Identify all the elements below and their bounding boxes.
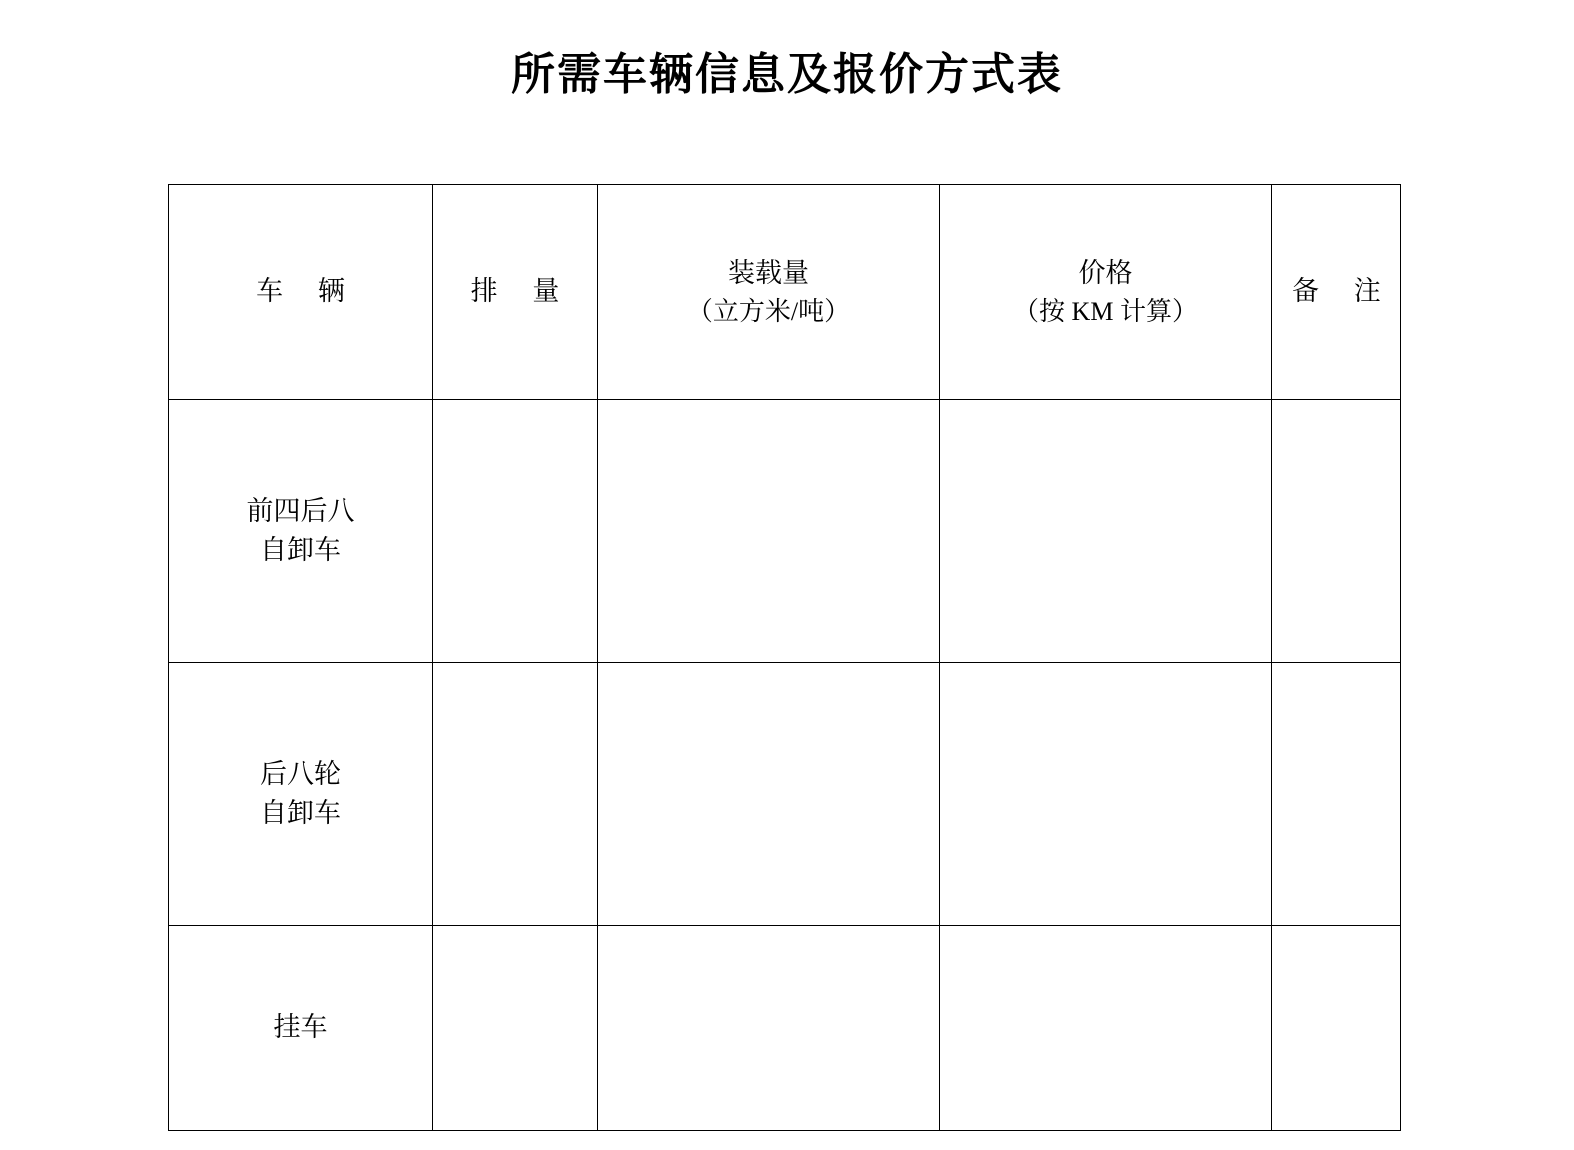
cell-vehicle-1 [169, 400, 433, 663]
cell-vehicle-3-line1: 挂车 [273, 1012, 328, 1043]
page-title: 所需车辆信息及报价方式表 [511, 50, 1063, 99]
column-header-displacement-label: 排 量 [470, 276, 574, 307]
table-row [169, 400, 1401, 663]
cell-capacity-1[interactable] [598, 400, 940, 663]
cell-capacity-2[interactable] [598, 663, 940, 926]
column-header-price [940, 185, 1272, 400]
cell-vehicle-1-line2: 自卸车 [260, 535, 341, 565]
vehicle-info-table-wrapper [168, 184, 1400, 1131]
cell-vehicle-2 [169, 663, 433, 926]
column-header-capacity-label: 装载量 [728, 257, 809, 288]
cell-vehicle-3 [169, 926, 433, 1131]
cell-price-2[interactable] [940, 663, 1272, 926]
cell-remark-2[interactable] [1272, 663, 1401, 926]
vehicle-info-table [168, 184, 1401, 1131]
cell-price-3[interactable] [940, 926, 1272, 1131]
table-header-row [169, 185, 1401, 400]
column-header-price-unit: （按 KM 计算） [1013, 296, 1198, 326]
column-header-remark-label: 备 注 [1292, 276, 1395, 307]
cell-vehicle-1-line1: 前四后八 [246, 495, 355, 526]
cell-displacement-2[interactable] [433, 663, 598, 926]
cell-price-1[interactable] [940, 400, 1272, 663]
cell-remark-3[interactable] [1272, 926, 1401, 1131]
column-header-remark [1272, 185, 1401, 400]
table-row [169, 926, 1401, 1131]
cell-vehicle-2-line1: 后八轮 [260, 758, 341, 789]
table-row [169, 663, 1401, 926]
column-header-price-label: 价格 [1078, 257, 1133, 288]
cell-remark-1[interactable] [1272, 400, 1401, 663]
column-header-displacement [433, 185, 598, 400]
cell-capacity-3[interactable] [598, 926, 940, 1131]
column-header-vehicle-label: 车 辆 [256, 276, 359, 307]
cell-vehicle-2-line2: 自卸车 [260, 798, 341, 828]
cell-displacement-1[interactable] [433, 400, 598, 663]
cell-displacement-3[interactable] [433, 926, 598, 1131]
column-header-capacity-unit: （立方米/吨） [686, 296, 851, 326]
column-header-capacity [598, 185, 940, 400]
column-header-vehicle [169, 185, 433, 400]
